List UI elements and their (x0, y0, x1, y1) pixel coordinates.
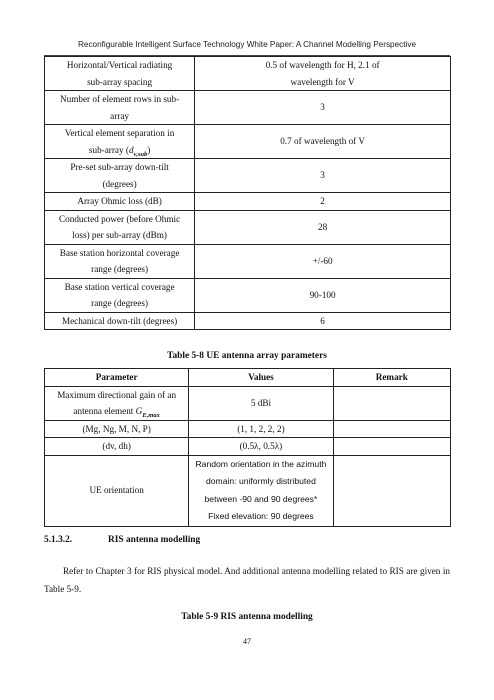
value-cell: 90-100 (195, 278, 451, 312)
ue-antenna-parameters-table (44, 368, 451, 527)
param-cell (45, 57, 195, 91)
param-text: Conducted power (before Ohmic (59, 213, 181, 224)
remark-cell (333, 438, 450, 456)
table-header-row (45, 369, 451, 387)
value-text: 0.5 of wavelength for H, 2.1 of (265, 60, 380, 70)
column-header: Remark (333, 369, 450, 387)
param-text: (degrees) (102, 178, 137, 189)
param-text: Maximum directional gain of an (57, 389, 177, 400)
page-number: 47 (243, 637, 251, 646)
value-text: between -90 and 90 degrees* (204, 493, 318, 504)
param-text: loss) per sub-array (dBm) (72, 230, 167, 240)
param-text: range (degrees) (91, 264, 149, 274)
param-text: ) (147, 144, 151, 155)
param-cell (45, 159, 195, 193)
param-text: antenna element (73, 406, 136, 416)
table-row (45, 438, 451, 456)
param-text: range (degrees) (91, 298, 149, 308)
table-row (45, 312, 451, 330)
param-cell (45, 91, 195, 125)
param-cell (45, 386, 189, 420)
param-text: Number of element rows in sub- (60, 94, 180, 104)
value-cell: 2 (195, 193, 451, 211)
remark-cell (333, 420, 450, 438)
value-cell: 0.7 of wavelength of V (195, 125, 451, 159)
value-text: Random orientation in the azimuth (195, 458, 327, 469)
table-caption-next: Table 5-9 RIS antenna modelling (181, 612, 313, 622)
remark-cell (333, 386, 450, 420)
table-row (45, 386, 451, 420)
param-text: Pre-set sub-array down-tilt (70, 162, 169, 172)
param-cell: UE orientation (45, 455, 189, 526)
param-text: Base station vertical coverage (64, 281, 175, 292)
value-text: domain: uniformly distributed (205, 476, 316, 486)
param-text: sub-array ( (88, 144, 129, 155)
param-text: sub-array spacing (87, 76, 153, 87)
value-text: wavelength for V (290, 76, 355, 87)
param-cell: (Mg, Ng, M, N, P) (45, 420, 189, 438)
value-text: Fixed elevation: 90 degrees (208, 511, 314, 521)
param-cell: Mechanical down-tilt (degrees) (45, 312, 195, 330)
param-text: Horizontal/Vertical radiating (66, 60, 173, 70)
body-paragraph: Refer to Chapter 3 for RIS physical model. And additional antenna modelling related to RIS are given in Table 5-9. (44, 566, 450, 594)
value-cell (195, 57, 451, 91)
section-number: 5.1.3.2. (44, 535, 73, 545)
table-row (45, 278, 451, 312)
value-cell: 3 (195, 159, 451, 193)
table-row (45, 210, 451, 244)
symbol-subscript: v,sub (133, 150, 148, 158)
value-cell (189, 455, 333, 526)
value-cell: +/-60 (195, 244, 451, 278)
table-row (45, 91, 451, 125)
table-row (45, 193, 451, 211)
param-cell: (dv, dh) (45, 438, 189, 456)
section-title: RIS antenna modelling (108, 535, 201, 545)
value-cell: 6 (195, 312, 451, 330)
table-row (45, 125, 451, 159)
table-row (45, 159, 451, 193)
symbol-subscript: E,max (142, 411, 160, 419)
table-row (45, 420, 451, 438)
param-text: Base station horizontal coverage (59, 247, 180, 258)
value-cell: 5 dBi (189, 386, 333, 420)
table-row (45, 244, 451, 278)
symbol-g: G (135, 406, 143, 416)
column-header: Values (189, 369, 333, 387)
value-cell: 28 (195, 210, 451, 244)
column-header: Parameter (45, 369, 189, 387)
table-row (45, 455, 451, 526)
param-cell (45, 278, 195, 312)
bs-antenna-parameters-table (44, 56, 451, 330)
param-text: Vertical element separation in (64, 128, 175, 138)
value-cell: (1, 1, 2, 2, 2) (189, 420, 333, 438)
value-cell: (0.5λ, 0.5λ) (189, 438, 333, 456)
remark-cell (333, 455, 450, 526)
value-cell: 3 (195, 91, 451, 125)
param-cell (45, 210, 195, 244)
param-cell (45, 244, 195, 278)
param-cell (45, 125, 195, 159)
table-caption: Table 5-8 UE antenna array parameters (167, 351, 327, 361)
param-cell: Array Ohmic loss (dB) (45, 193, 195, 211)
running-header: Reconfigurable Intelligent Surface Technology White Paper: A Channel Modelling Perspective (77, 40, 416, 49)
param-text: array (110, 110, 130, 121)
section-heading (44, 535, 200, 545)
symbol-d: d (128, 144, 134, 155)
table-row (45, 57, 451, 91)
